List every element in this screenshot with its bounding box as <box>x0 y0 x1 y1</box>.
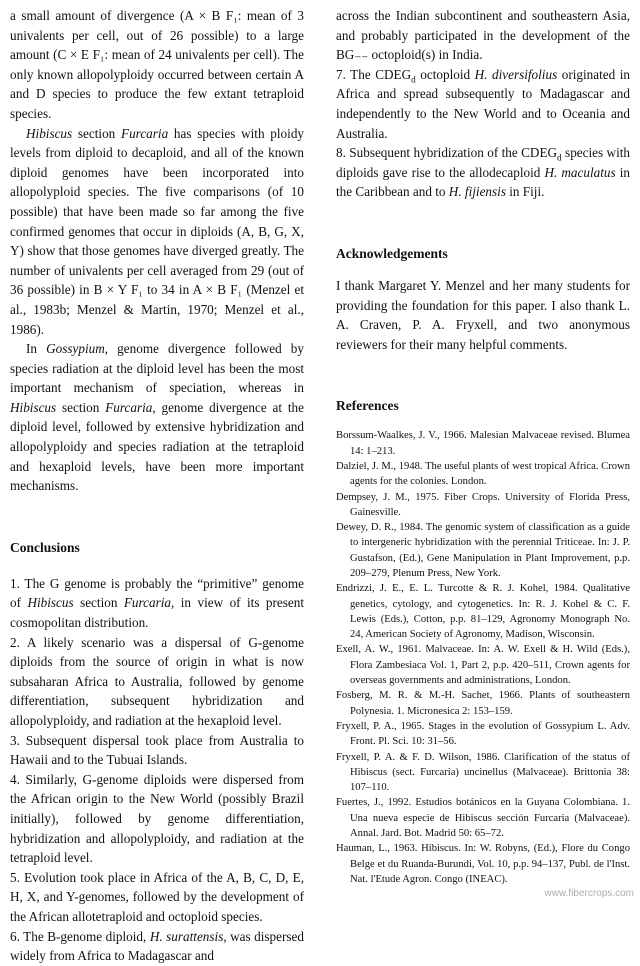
reference-entry: Fryxell, P. A., 1965. Stages in the evolution of Gossypium L. Adv. Front. Pl. Sci. 10: 31–56. <box>336 720 630 748</box>
taxon-name: Furcaria <box>105 399 153 415</box>
acknowledgements-text: I thank Margaret Y. Menzel and her many students for providing the foundation for this paper. I also thank L. A. Craven, P. A. Fryxell, and two anonymous reviewers for their many helpful comments. <box>336 277 630 352</box>
paragraph-divergence: a small amount of divergence (A × B F₁: mean of 3 univalents per cell, out of 26 possible) to a large amount (C × E F₁: mean of 24 univalents per cell). The only known allopolyploidy occurred between certain A and D species to produce the few extant tetraploid species. <box>10 8 304 121</box>
conclusion-item-3: 3. Subsequent dispersal took place from Australia to Hawaii and to the Tubuai Islands. <box>10 732 304 768</box>
conclusion-item-6: 6. The B-genome diploid, H. surattensis, was dispersed widely from Africa to Madagascar and <box>10 928 304 964</box>
acknowledgements-heading: Acknowledgements <box>336 245 448 261</box>
reference-list <box>336 428 630 887</box>
left-column <box>10 6 304 966</box>
site-watermark: www.fibercrops.com <box>544 888 634 899</box>
conclusion-item-4: 4. Similarly, G-genome diploids were dispersed from the African origin to the New World (possibly Brazil initially), followed by genome differentiation, hybridization and allopolyploidy, and radiation at the tetraploid level. <box>10 771 304 866</box>
paragraph-hibiscus-ploidy: Hibiscus section Furcaria has species with ploidy levels from diploid to decaploid, and all of the known diploid genomes have been incorporated into allopolyploid species. The five comparisons (of 10 possible) that have been made so far among the five confirmed genomes that occur in diploids (A, B, G, X, Y) show that those genomes have diverged greatly. The number of univalents per cell averaged from 29 (out of 36 possible) in B × Y F₁ to 34 in A × B F₁ (Menzel et al., 1983b; Menzel & Martin, 1970; Menzel et al., 1986). <box>10 125 305 337</box>
reference-entry: Fosberg, M. R. & M.-H. Sachet, 1966. Plants of southeastern Polynesia. 1. Micronesica 2: 153–159. <box>336 690 630 717</box>
reference-entry: Endrizzi, J. E., E. L. Turcotte & R. J. Kohel, 1984. Qualitative genetics, cytology, and cytogenetics. In: R. J. Kohel & C. F. Lewis (Eds.), Cotton, p.p. 81–129, Agronomy Monograph No. 24, American Society of Agronomy, Madison, Wisconsin. <box>336 583 630 641</box>
reference-entry: Fuertes, J., 1992. Estudios botánicos en la Guyana Colombiana. 1. Una nueva especie de Hibiscus sección Furcaria (Malvaceae). Annal. Jard. Bot. Madrid 50: 65–72. <box>336 797 630 840</box>
conclusions-heading: Conclusions <box>10 539 80 555</box>
references-heading: References <box>336 398 399 414</box>
right-column <box>336 6 630 887</box>
conclusion-item-5: 5. Evolution took place in Africa of the A, B, C, D, E, H, X, and Y-genomes, followed by the development of the African allotetraploid and octoploid species. <box>10 869 304 924</box>
taxon-name: Hibiscus <box>26 125 73 141</box>
taxon-name: Hibiscus <box>10 399 57 415</box>
conclusion-item-2: 2. A likely scenario was a dispersal of G-genome diploids from the source of origin in what is now subsaharan Africa to Australia, followed by genome differentiation, subsequent hybridization and allopolyploidy, and radiation at the hexaploid level. <box>10 634 304 728</box>
reference-entry: Fryxell, P. A. & F. D. Wilson, 1986. Clarification of the status of Hibiscus (sect. Furcaria) uncinellus (Malvaceae). Brittonia 38: 107–110. <box>336 751 630 794</box>
conclusion-item-7: 7. The $CDEG_d$ octoploid H. diversifolius originated in Africa and spread subsequently to Madagascar and independently to the New World and to Oceania and Australia. <box>336 66 630 141</box>
spacer <box>336 264 630 276</box>
reference-entry: Dalziel, J. M., 1948. The useful plants of west tropical Africa. Crown agents for the colonies. London. <box>336 460 630 488</box>
paragraph-gossypium-comparison: In Gossypium, genome divergence followed by species radiation at the diploid level has been the most important mechanism of speciation, whereas in Hibiscus section Furcaria, genome divergence at the diploid level, followed by extensive hybridization and allopolyploidy and species radiation at the tetraploid and hexaploid levels, have been more important mechanisms. <box>10 341 304 494</box>
reference-entry: Exell, A. W., 1961. Malvaceae. In: A. W. Exell & H. Wild (Eds.), Flora Zambesiaca Vol. 1, Part 2, p.p. 420–511, Crown agents for overseas governments and administrations, London. <box>336 644 630 687</box>
reference-entry: Dempsey, J. M., 1975. Fiber Crops. University of Florida Press, Gainesville. <box>336 491 630 518</box>
taxon-name: Furcaria <box>121 125 169 141</box>
reference-entry: Hauman, L., 1963. Hibiscus. In: W. Robyns, (Ed.), Flore du Congo Belge et du Ruanda-Burundi, Vol. 10, p.p. 94–137, Publ. de l'Inst. Nat. l'Etude Agron. Congo (INEAC). <box>336 843 630 885</box>
spacer <box>336 202 630 244</box>
spacer <box>336 354 630 396</box>
reference-entry: Borssum-Waalkes, J. V., 1966. Malesian Malvaceae revised. Blumea 14: 1–213. <box>336 430 630 457</box>
conclusion-item-1: 1. The G genome is probably the “primitive” genome of Hibiscus section Furcaria, in view of its present cosmopolitan distribution. <box>10 575 304 631</box>
taxon-name: Gossypium <box>46 341 105 357</box>
conclusion-item-6-continued: across the Indian subcontinent and southeastern Asia, and probably participated in the development of the BG₋₋ octoploid(s) in India. <box>336 8 630 63</box>
spacer <box>10 496 304 538</box>
spacer <box>336 416 630 428</box>
reference-entry: Dewey, D. R., 1984. The genomic system of classification as a guide to intergeneric hybridization with the perennial Triticeae. In: J. P. Gustafson, (Ed.), Gene Manipulation in Plant Improvement, p.p. 209–279, Plenum Press, New York. <box>336 522 630 579</box>
spacer <box>10 558 304 574</box>
conclusion-item-8: 8. Subsequent hybridization of the $CDEG_d$ species with diploids gave rise to the allodecaploid H. maculatus in the Caribbean and to H. fijiensis in Fiji. <box>336 145 630 200</box>
